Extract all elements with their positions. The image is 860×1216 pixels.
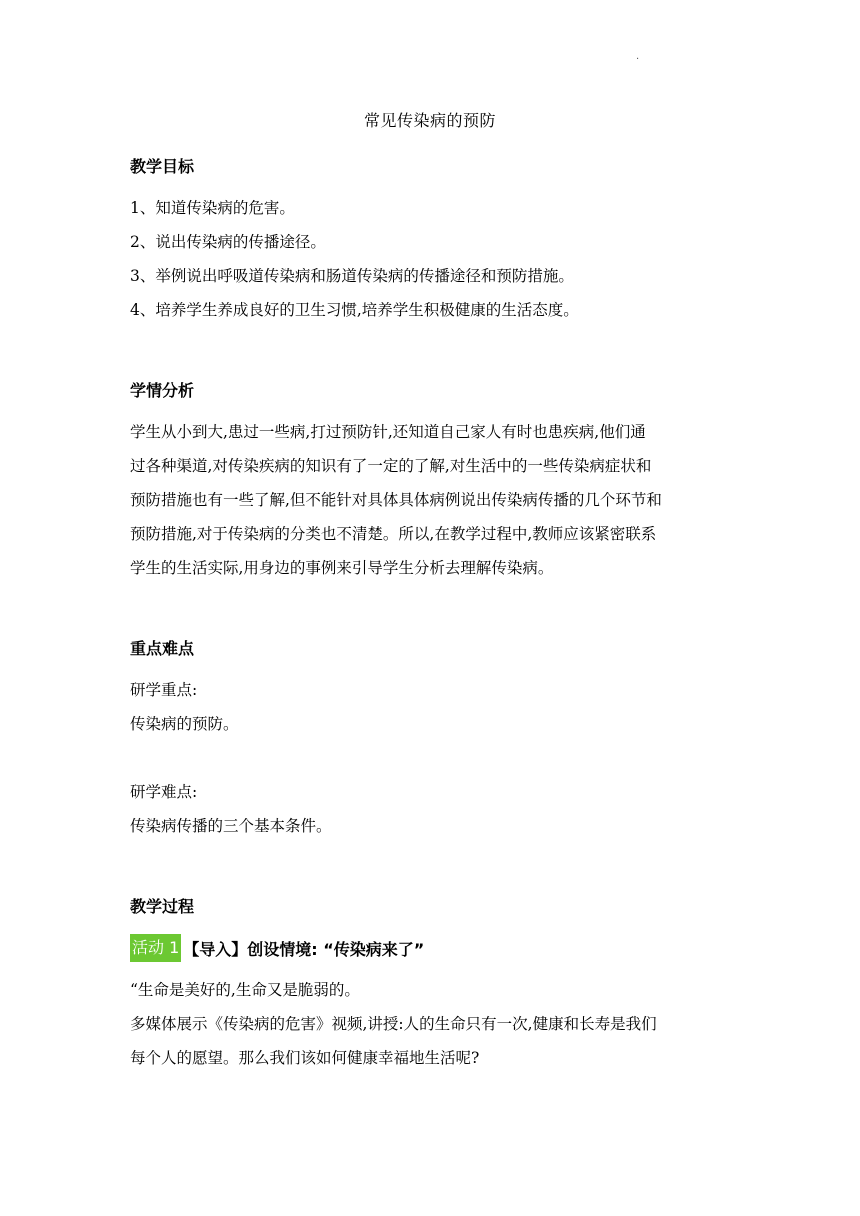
analysis-line: 预防措施也有一些了解,但不能针对具体具体病例说出传染病传播的几个环节和 [130, 491, 662, 509]
document-title: 常见传染病的预防 [363, 111, 496, 130]
focus-label: 研学重点: [130, 681, 198, 699]
activity-1-heading [130, 934, 424, 962]
goal-item: 4、培养学生养成良好的卫生习惯,培养学生积极健康的生活态度。 [130, 301, 579, 319]
analysis-heading: 学情分析 [130, 381, 195, 400]
analysis-line: 学生从小到大,患过一些病,打过预防针,还知道自己家人有时也患疾病,他们通 [130, 423, 646, 441]
goals-heading: 教学目标 [130, 157, 195, 176]
goal-item: 3、举例说出呼吸道传染病和肠道传染病的传播途径和预防措施。 [130, 267, 574, 285]
difficulty-label: 研学难点: [130, 783, 198, 801]
difficulty-value: 传染病传播的三个基本条件。 [130, 817, 332, 835]
goal-item: 2、说出传染病的传播途径。 [130, 233, 326, 251]
process-line: “生命是美好的,生命又是脆弱的。 [130, 981, 360, 999]
process-line: 每个人的愿望。那么我们该如何健康幸福地生活呢? [130, 1049, 480, 1067]
analysis-line: 预防措施,对于传染病的分类也不清楚。所以,在教学过程中,教师应该紧密联系 [130, 525, 657, 543]
key-points-heading: 重点难点 [130, 639, 195, 658]
goal-item: 1、知道传染病的危害。 [130, 199, 295, 217]
focus-value: 传染病的预防。 [130, 715, 239, 733]
process-heading: 教学过程 [130, 897, 195, 916]
analysis-line: 过各种渠道,对传染疾病的知识有了一定的了解,对生活中的一些传染病症状和 [130, 457, 652, 475]
activity-tag: 活动 1 [130, 934, 181, 962]
process-line: 多媒体展示《传染病的危害》视频,讲授:人的生命只有一次,健康和长寿是我们 [130, 1015, 657, 1033]
analysis-line: 学生的生活实际,用身边的事例来引导学生分析去理解传染病。 [130, 559, 554, 577]
activity-title: 【导入】创设情境: “传染病来了” [183, 939, 425, 959]
header-mark: · [636, 54, 640, 65]
